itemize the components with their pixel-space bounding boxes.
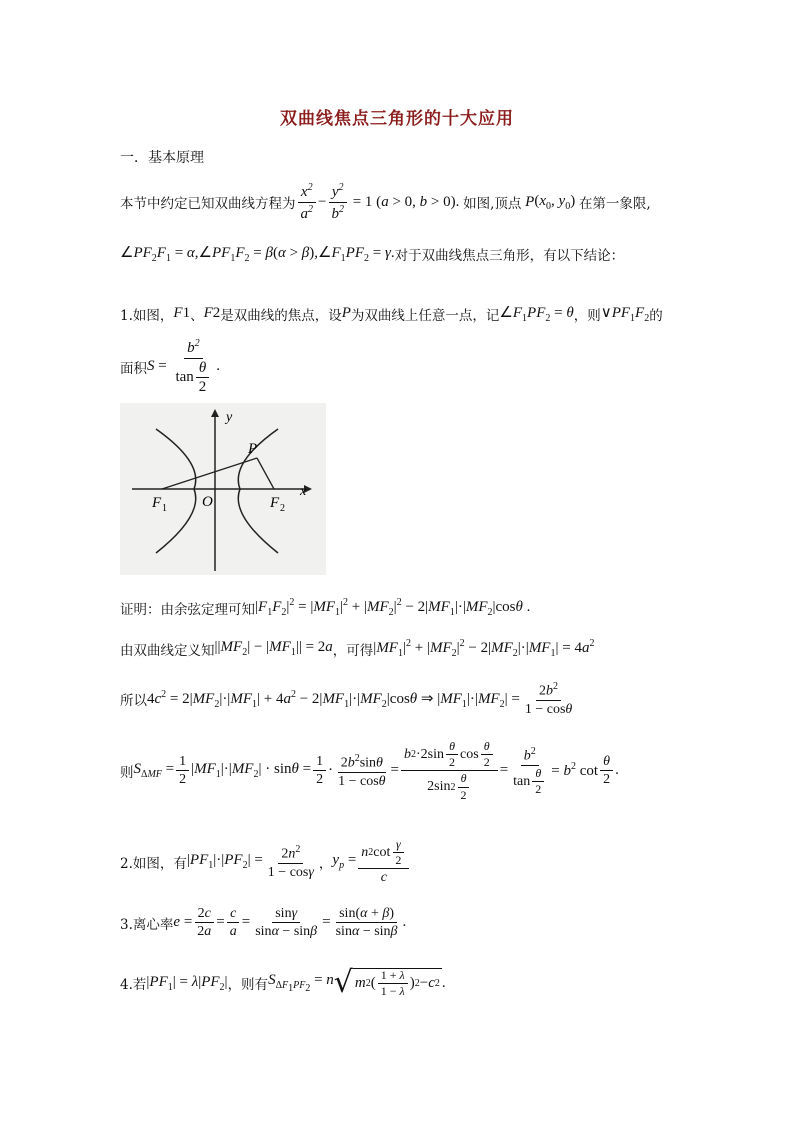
proof-line-2: 由双曲线定义知 $||MF_2| - |MF_1|| = 2a$ ，可得 $|MF_1|^2 + |MF_2|^2 - 2|MF_2|\cdot|MF_1| = 4a^2$ xyxy=(120,638,595,659)
item2-line: 2.如图，有 $|PF_1|\cdot|PF_2|$ = $\frac{2n^2}{1 - \cos\gamma}$ ， $y_p$ = n 2 cot $\frac{\gamma}{2}$ c xyxy=(120,838,411,886)
proof-l3-prefix: 所以 xyxy=(120,693,147,710)
page-title: 双曲线焦点三角形的十大应用 xyxy=(280,109,514,129)
origin-label: O xyxy=(202,494,213,510)
item4-mid: ，则有 xyxy=(227,977,269,994)
focus-F1-sub: 1 xyxy=(162,503,167,514)
item1-text-b: 为双曲线上任意一点，记 xyxy=(350,307,500,324)
item3-prefix: 3.离心率 xyxy=(120,916,174,933)
item4-line: 4.若 $|PF_1| = \lambda|PF_2|$ ，则有 $S_{\Delta F_1PF_2} = n$ √ m 2 ( $\frac{1 + \lambda}{1 - \lambda}$ ) 2 − c 2 . xyxy=(120,965,446,1000)
intro-line-2: $\angle PF_2F_1$ = $\alpha,\angle PF_1F_2 = \beta(\alpha$ > $\beta),\angle F_1PF_2 = \gamma$. 对于双曲线焦点三角形，有以下结论： xyxy=(120,245,625,264)
point-P-label: P xyxy=(248,441,258,457)
focus-F2-sub: 2 xyxy=(280,503,285,514)
right-branch xyxy=(238,429,278,553)
left-branch xyxy=(156,429,196,553)
proof-l4-prefix: 则 xyxy=(120,764,134,781)
intro-text: 本节中约定已知双曲线方程为 xyxy=(120,196,296,212)
hyperbola-figure xyxy=(120,403,326,575)
item3-line: 3.离心率 e = $\frac{2c}{2a}$ = $\frac{c}{a}$ = $\frac{\sin\gamma}{\sin\alpha - \sin\beta}$ = $\frac{\sin(\alpha + \beta)}{\sin\alpha - \sin\beta}$ . xyxy=(120,906,407,940)
intro-line-1: 本节中约定已知双曲线方程为 $\frac{x^2}{a^2}$ − $\frac{y^2}{b^2}$ = 1 (a > 0, b > 0). 如图,顶点 P ($x_0$, $y_0$) 在第一象限, xyxy=(120,182,651,222)
intro-text-suffix: 在第一象限, xyxy=(578,196,651,212)
proof-line-1: 证明：由余弦定理可知 $|F_1F_2|^2 = |MF_1|^2 + |MF_2|^2 - 2|MF_1|\cdot|MF_2|\cos\theta$ . xyxy=(120,597,531,618)
proof-line-3: 所以 $4c^2 = 2|MF_2|\cdot|MF_1| + 4a^2 - 2|MF_1|\cdot|MF_2|\cos\theta$ ⇒ $|MF_1|\cdot|MF_2|$ = $\frac{2b^2}{1 - \cos\theta}$ xyxy=(120,681,577,717)
item1-text-d: 的 xyxy=(649,307,663,324)
formula-product: $\frac{2b^2}{1 - \cos\theta}$ xyxy=(524,681,573,718)
formula-y2-b2: $\frac{y^2}{b^2}$ xyxy=(328,182,347,222)
area-label: 面积 xyxy=(120,360,147,377)
item2-sep: ， xyxy=(318,855,333,872)
focus-F1-label: F xyxy=(152,495,162,511)
axis-x-label: x xyxy=(300,484,307,499)
section-heading-basic-principle: 一．基本原理 xyxy=(120,150,204,166)
segment-PF1 xyxy=(162,458,257,489)
item1-line: 1.如图， F 1 、 F 2 是双曲线的焦点，设 P 为双曲线上任意一点，记 $\angle F_1PF_2 = \theta$ ，则 $\vee PF_1F_2$ 的 xyxy=(120,305,663,324)
formula-x2-a2: $\frac{x^2}{a^2}$ xyxy=(298,182,317,222)
segment-PF2 xyxy=(257,458,274,489)
focus-F2-label: F xyxy=(270,495,280,511)
formula-area: $b^2$ tan $\frac{\theta}{2}$ xyxy=(172,338,214,396)
item1-text-a: 是双曲线的焦点，设 xyxy=(220,307,342,324)
proof-l1-prefix: 证明：由余弦定理可知 xyxy=(120,601,255,618)
axis-y-label: y xyxy=(226,410,233,425)
y-axis-arrow xyxy=(211,409,219,417)
hyperbola-diagram xyxy=(120,403,326,575)
intro-text-mid: 如图,顶点 xyxy=(463,196,522,212)
item1-text-c: ，则 xyxy=(573,307,601,324)
proof-l2-mid: ，可得 xyxy=(332,642,374,659)
item1-area-formula: 面积 S = $b^2$ tan $\frac{\theta}{2}$ . xyxy=(120,338,221,395)
item2-prefix: 2.如图，有 xyxy=(120,855,187,872)
intro-text-2: 对于双曲线焦点三角形，有以下结论： xyxy=(394,247,625,264)
proof-l2-prefix: 由双曲线定义知 xyxy=(120,642,215,659)
item1-prefix: 1.如图， xyxy=(120,307,174,324)
sqrt-expression: √ m 2 ( $\frac{1 + \lambda}{1 - \lambda}$ ) 2 − c 2 xyxy=(333,965,440,1000)
proof-line-4: 则 $S_{\Delta MF}$ = $\frac{1}{2}$ $|MF_1|\cdot|MF_2| \cdot \sin\theta$ = $\frac{1}{2}$ · $\frac{2b^2\sin\theta}{1 - \cos\theta}$ = b 2 ·2sin $\frac{\theta}{2}$ cos $\frac{\theta}{2}$ 2sin 2 $\frac{\theta}{2}$ = $b^2$ tan $\frac{\theta}{2}$ = $b^2$ cot $\frac{\theta}{2}$ . xyxy=(120,739,619,802)
item4-prefix: 4.若 xyxy=(120,977,147,994)
